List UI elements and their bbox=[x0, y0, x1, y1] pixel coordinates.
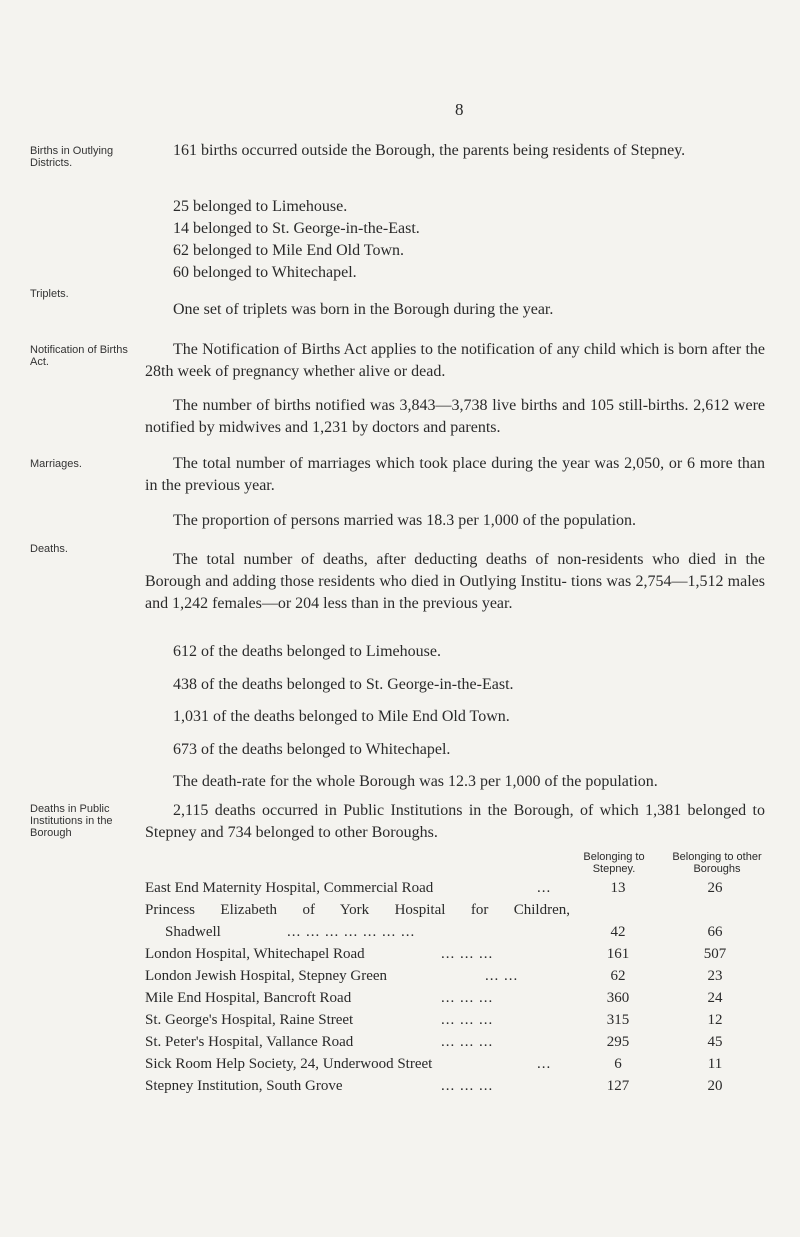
page-number: 8 bbox=[455, 100, 464, 119]
institution-name: Sick Room Help Society, 24, Underwood Street bbox=[145, 1056, 433, 1072]
leader-dots: ... bbox=[537, 880, 552, 896]
table-row bbox=[145, 1009, 765, 1031]
births-list-item: 62 belonged to Mile End Old Town. bbox=[173, 242, 405, 259]
table-row bbox=[145, 943, 765, 965]
stepney-count: 360 bbox=[606, 990, 630, 1006]
marriages-text: The total number of marriages which took place during the year was 2,050, or 6 more than in the previous year. bbox=[145, 455, 765, 494]
sidenote-marriages: Marriages. bbox=[30, 458, 82, 470]
institution-name: St. Peter's Hospital, Vallance Road bbox=[145, 1034, 354, 1050]
table-row bbox=[145, 987, 765, 1009]
leader-dots: ... bbox=[537, 1056, 552, 1072]
institution-name: Princess Elizabeth of York Hospital for Children, bbox=[145, 902, 570, 918]
table-row bbox=[145, 1053, 765, 1075]
deaths-list-item: 438 of the deaths belonged to St. George-in-the-East. bbox=[173, 676, 514, 693]
other-count: 66 bbox=[707, 924, 723, 940]
institution-name: St. George's Hospital, Raine Street bbox=[145, 1012, 354, 1028]
other-count: 23 bbox=[707, 968, 723, 984]
stepney-count: 161 bbox=[606, 946, 630, 962]
leader-dots: ... ... ... bbox=[441, 1078, 494, 1094]
notification-text: The Notification of Births Act applies to the notification of any child which is born after the 28th week of pregnancy whether alive or dead. bbox=[145, 341, 765, 380]
births-list-item: 14 belonged to St. George-in-the-East. bbox=[173, 220, 420, 237]
stepney-count: 127 bbox=[606, 1078, 630, 1094]
stepney-count: 315 bbox=[606, 1012, 630, 1028]
other-count: 45 bbox=[707, 1034, 723, 1050]
institution-name: Shadwell bbox=[165, 924, 221, 940]
other-count: 11 bbox=[707, 1056, 723, 1072]
births-intro: 161 births occurred outside the Borough, the parents being residents of Stepney. bbox=[173, 142, 686, 159]
table-row bbox=[145, 877, 765, 899]
public-institutions-text: 2,115 deaths occurred in Public Institutions in the Borough, of which 1,381 belonged to Stepney and 734 belonged to other Boroughs. bbox=[145, 802, 765, 841]
institution-name: East End Maternity Hospital, Commercial Road bbox=[145, 880, 434, 896]
column-header-stepney: Belonging to Stepney. bbox=[583, 851, 645, 875]
triplets-text: One set of triplets was born in the Borough during the year. bbox=[173, 301, 554, 318]
sidenote-notification: Notification of Births Act. bbox=[30, 344, 128, 368]
other-count: 20 bbox=[707, 1078, 723, 1094]
column-header-other-boroughs: Belonging to other Boroughs bbox=[672, 851, 762, 875]
sidenote-deaths-public: Deaths in Public Institutions in the Borough bbox=[30, 803, 113, 839]
table-row bbox=[145, 899, 765, 921]
institution-name: Mile End Hospital, Bancroft Road bbox=[145, 990, 352, 1006]
stepney-count: 42 bbox=[610, 924, 626, 940]
notified-text: The number of births notified was 3,843—3,738 live births and 105 still-births. 2,612 were notified by midwives and 1,231 by doctors and parents. bbox=[145, 397, 765, 436]
leader-dots: ... ... ... bbox=[441, 946, 494, 962]
other-count: 12 bbox=[707, 1012, 723, 1028]
other-count: 26 bbox=[707, 880, 723, 896]
stepney-count: 6 bbox=[614, 1056, 622, 1072]
stepney-count: 62 bbox=[610, 968, 626, 984]
leader-dots: ... ... bbox=[485, 968, 519, 984]
marriages-proportion: The proportion of persons married was 18.3 per 1,000 of the population. bbox=[173, 512, 637, 529]
leader-dots: ... ... ... bbox=[441, 1012, 494, 1028]
table-row bbox=[145, 1031, 765, 1053]
leader-dots: ... ... ... bbox=[441, 1034, 494, 1050]
deaths-list-item: 673 of the deaths belonged to Whitechapel. bbox=[173, 741, 451, 758]
other-count: 24 bbox=[707, 990, 723, 1006]
table-row bbox=[145, 1075, 765, 1097]
sidenote-deaths: Deaths. bbox=[30, 543, 68, 555]
table-row bbox=[145, 965, 765, 987]
births-list-item: 60 belonged to Whitechapel. bbox=[173, 264, 357, 281]
leader-dots: ... ... ... bbox=[441, 990, 494, 1006]
table-row bbox=[145, 921, 765, 943]
sidenote-triplets: Triplets. bbox=[30, 288, 69, 300]
births-list-item: 25 belonged to Limehouse. bbox=[173, 198, 348, 215]
deaths-text: The total number of deaths, after deducting deaths of non-residents who died in the Borough and adding those residents who died in Outlying Institu- tions was 2,754—1,512 males and 1,242 females—or 204 less than in the previous year. bbox=[145, 551, 765, 612]
institution-name: London Jewish Hospital, Stepney Green bbox=[145, 968, 388, 984]
institution-name: London Hospital, Whitechapel Road bbox=[145, 946, 365, 962]
deaths-list-item: 1,031 of the deaths belonged to Mile End Old Town. bbox=[173, 708, 510, 725]
leader-dots: ... ... ... ... ... ... ... bbox=[287, 924, 416, 940]
other-count: 507 bbox=[703, 946, 727, 962]
institution-name: Stepney Institution, South Grove bbox=[145, 1078, 343, 1094]
sidenote-births-outlying: Births in Outlying Districts. bbox=[30, 145, 114, 169]
death-rate: The death-rate for the whole Borough was 12.3 per 1,000 of the population. bbox=[173, 773, 658, 790]
deaths-list-item: 612 of the deaths belonged to Limehouse. bbox=[173, 643, 441, 660]
stepney-count: 13 bbox=[610, 880, 626, 896]
stepney-count: 295 bbox=[606, 1034, 630, 1050]
